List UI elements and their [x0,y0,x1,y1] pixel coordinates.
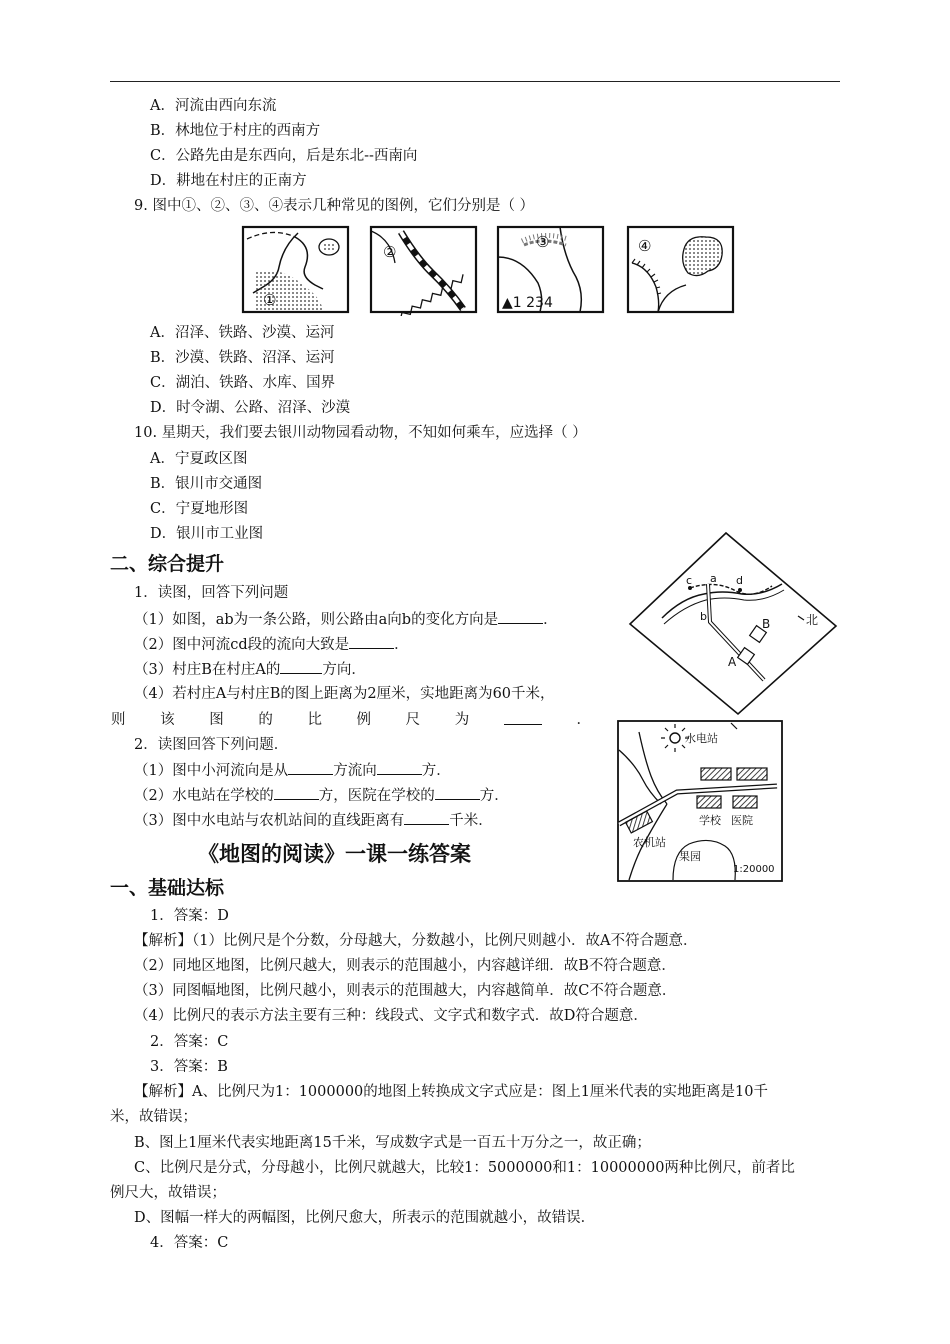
s2-q2-part1: （1）图中小河流向是从 方流向 方． [134,760,451,781]
answer-1-analysis-1: 【解析】（1）比例尺是个分数，分母越大，分数越小，比例尺则越小．故A不符合题意． [134,933,698,949]
answers-section-1-heading: 一、基础达标 [110,877,225,899]
header-rule [110,81,840,82]
map2-hospital-label: 医院 [731,814,753,827]
s2-q1-part1: （1）如图，ab为一条公路，则公路由a向b的变化方向是 ． [134,609,558,630]
answer-1-analysis-2: （2）同地区地图，比例尺越大，则表示的范围越小，内容越详细．故B不符合题意． [134,958,676,974]
answer-1-analysis-4: （4）比例尺的表示方法主要有三种：线段式、文字式和数字式．故D符合题意． [134,1008,648,1024]
answer-blank[interactable] [349,634,394,649]
map1-label-c: c [686,574,693,587]
section-2-heading: 二、综合提升 [110,553,225,575]
map1-label-A: A [728,655,737,669]
answer-1: 1．答案：D [150,908,229,924]
q10-option-c: C．宁夏地形图 [150,501,249,517]
s2-q1-stem: 1．读图，回答下列问题 [134,585,289,601]
answer-blank[interactable] [288,760,333,775]
answer-3-analysis-2: 米，故错误； [110,1109,197,1125]
legend-mark-1: ① [263,291,277,309]
map2-scale-label: 1:20000 [733,864,775,875]
answer-3-analysis-1: 【解析】A、比例尺为1：1000000的地图上转换成文字式应是：图上1厘米代表的实地距离是10千 [134,1084,768,1100]
answer-3-analysis-6: D、图幅一样大的两幅图，比例尺愈大，所表示的范围就越小，故错误． [134,1210,596,1226]
map2-farm-label: 农机站 [633,836,666,849]
q9-option-d: D．时令湖、公路、沼泽、沙漠 [150,400,351,416]
station-school-map [617,720,783,882]
answer-blank[interactable] [377,760,422,775]
q9-option-c: C．湖泊、铁路、水库、国界 [150,375,336,391]
road-river-map [622,528,844,718]
s2-q2-part2: （2）水电站在学校的 方，医院在学校的 方． [134,785,509,806]
answers-title: 《地图的阅读》一课一练答案 [198,842,471,866]
answer-3-analysis-5: 例尺大，故错误； [110,1185,226,1201]
map2-school-label: 学校 [699,814,721,827]
q8-option-c: C．公路先由是东西向，后是东北--西南向 [150,148,418,164]
s2-q2-part3: （3）图中水电站与农机站间的直线距离有 千米． [134,810,493,831]
q8-option-a: A．河流由西向东流 [150,98,277,114]
map2-orchard-label: 果园 [679,850,701,863]
legend-panel-1 [243,227,348,312]
q9-stem: 9. 图中①、②、③、④表示几种常见的图例，它们分别是（ ） [134,198,535,214]
answer-blank[interactable] [404,810,449,825]
q10-stem: 10. 星期天，我们要去银川动物园看动物，不知如何乘车，应选择（ ） [134,425,587,441]
answer-blank[interactable] [435,785,480,800]
legend-mark-4: ④ [638,237,652,255]
legend-mark-2: ② [383,243,397,261]
legend-panel-4 [628,227,733,312]
answer-3-analysis-4: C、比例尺是分式，分母越小，比例尺就越大，比较1：5000000和1：10000000两种比例尺，前者比 [134,1160,795,1176]
q10-option-a: A．宁夏政区图 [150,451,248,467]
answer-3-analysis-3: B、图上1厘米代表实地距离15千米，写成数字式是一百五十万分之一，故正确； [134,1135,651,1151]
legend-panel-3 [498,227,603,312]
q8-option-d: D．耕地在村庄的正南方 [150,173,307,189]
legend-mark-3: ③ [536,233,550,251]
s2-q1-part2: （2）图中河流cd段的流向大致是 ． [134,634,409,655]
answer-blank[interactable] [498,609,543,624]
s2-q2-stem: 2．读图回答下列问题． [134,737,289,753]
q9-option-a: A．沼泽、铁路、沙漠、运河 [150,325,335,341]
answer-4: 4．答案：C [150,1235,229,1251]
q9-option-b: B．沙漠、铁路、沼泽、运河 [150,350,335,366]
q10-option-b: B．银川市交通图 [150,476,263,492]
map1-label-B: B [762,617,771,631]
answer-blank[interactable] [280,659,322,674]
answer-3: 3．答案：B [150,1059,228,1075]
elevation-label: ▲1 234 [502,295,553,311]
q9-legend-figures [240,224,740,316]
answer-blank[interactable] [274,785,319,800]
map2-station-label: 水电站 [685,732,718,745]
map1-label-d: d [736,574,743,587]
s2-q1-part3: （3）村庄B在村庄A的 方向． [134,659,366,680]
legend-panel-2 [371,227,476,316]
s2-q1-part4: （4）若村庄A与村庄B的图上距离为2厘米，实地距离为60千米， [134,686,555,702]
answer-blank[interactable] [504,710,542,725]
map1-label-a: a [710,572,717,585]
q10-option-d: D．银川市工业图 [150,526,264,542]
s2-q1-part4-continuation: 则 该 图 的 比 例 尺 为 ． [111,712,591,728]
q8-option-b: B．林地位于村庄的西南方 [150,123,321,139]
answer-1-analysis-3: （3）同图幅地图，比例尺越小，则表示的范围越大，内容越简单．故C不符合题意． [134,983,677,999]
map1-label-b: b [700,610,707,623]
answer-2: 2．答案：C [150,1034,229,1050]
map1-north-label: 北 [806,613,819,627]
